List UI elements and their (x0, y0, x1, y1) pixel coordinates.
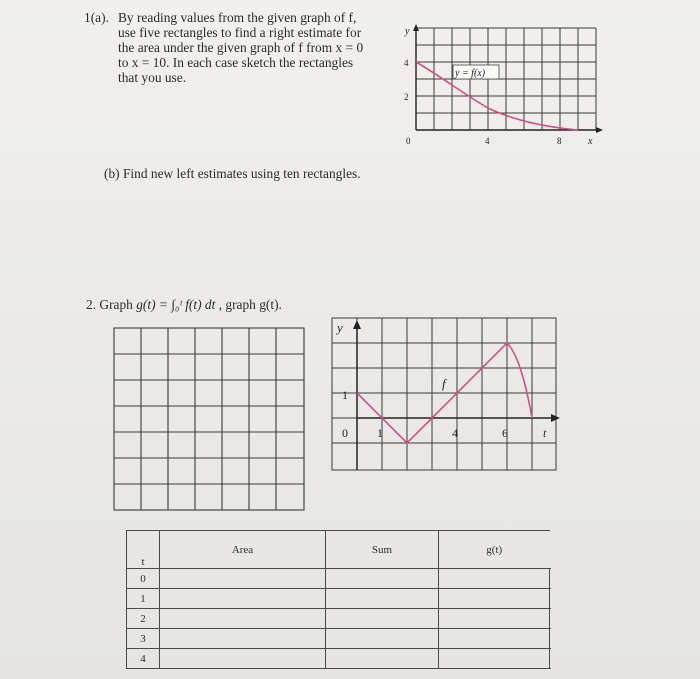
table-cell-gt[interactable] (439, 649, 550, 669)
question-2 (86, 297, 282, 313)
graph-f-t (330, 314, 562, 474)
table-header-sum: Sum (326, 531, 439, 569)
question-1b: (b) Find new left estimates using ten rectangles. (104, 166, 361, 181)
question-1a-line: to x = 10. In each case sketch the rectangles (118, 55, 354, 70)
table-cell-t: 4 (127, 649, 160, 669)
table-cell-area[interactable] (160, 589, 326, 609)
table-cell-t: 3 (127, 629, 160, 649)
graph-f-t-t-tick: 1 (377, 426, 383, 440)
graph-f-t-t-tick: 0 (342, 426, 348, 440)
graph-f-x-arrow (596, 127, 603, 133)
graph-f-y-tick: 2 (404, 92, 409, 102)
question-2-prefix: Graph (99, 297, 137, 312)
question-1a-line: that you use. (118, 70, 187, 85)
table-header-area: Area (160, 531, 326, 569)
table-cell-sum[interactable] (326, 569, 439, 589)
table-row (127, 649, 550, 669)
graph-f-t-t-tick: 6 (502, 426, 508, 440)
graph-f-t-y-tick: 1 (342, 388, 348, 402)
table-cell-sum[interactable] (326, 649, 439, 669)
graph-f-t-y-label: y (337, 320, 343, 335)
table-header-gt: g(t) (439, 531, 550, 569)
table-row (127, 589, 550, 609)
table-cell-area[interactable] (160, 609, 326, 629)
graph-f-t-t-label: t (543, 426, 547, 440)
table-cell-area[interactable] (160, 569, 326, 589)
graph-f-x-tick: 4 (485, 136, 490, 146)
table-row (127, 629, 550, 649)
graph-f-t-curve-label: f (442, 376, 446, 391)
graph-f-x-tick: 8 (557, 136, 562, 146)
question-1a-line: use five rectangles to find a right estimate for (118, 25, 362, 40)
question-2-suffix: , graph g(t). (218, 297, 282, 312)
graph-f-y-label: y (405, 26, 410, 37)
blank-answer-grid[interactable] (113, 327, 309, 515)
table-row (127, 609, 550, 629)
table-cell-sum[interactable] (326, 629, 439, 649)
graph-f-t-t-tick: 4 (452, 426, 458, 440)
graph-f-x-label: x (588, 136, 593, 147)
question-2-number: 2. (86, 297, 97, 312)
question-1a-number: 1(a). (84, 10, 109, 25)
question-1a-line: By reading values from the given graph of f, (118, 10, 357, 25)
graph-f-t-y-arrow (353, 320, 361, 329)
values-table (126, 530, 550, 669)
graph-f-curve-label: y = f(x) (455, 68, 486, 79)
table-cell-t: 2 (127, 609, 160, 629)
graph-f-x-tick: 0 (406, 136, 411, 146)
table-cell-area[interactable] (160, 649, 326, 669)
question-1a-line: the area under the given graph of f from x = 0 (118, 40, 364, 55)
table-cell-t: 0 (127, 569, 160, 589)
table-cell-gt[interactable] (439, 589, 550, 609)
table-row (127, 569, 550, 589)
question-2-formula: g(t) = ∫₀ᵗ f(t) dt (136, 297, 216, 312)
graph-f-y-tick: 4 (404, 58, 409, 68)
table-cell-sum[interactable] (326, 609, 439, 629)
graph-f-x (395, 20, 605, 150)
table-cell-gt[interactable] (439, 629, 550, 649)
table-cell-t: 1 (127, 589, 160, 609)
table-cell-gt[interactable] (439, 609, 550, 629)
table-cell-gt[interactable] (439, 569, 550, 589)
table-cell-sum[interactable] (326, 589, 439, 609)
table-cell-area[interactable] (160, 629, 326, 649)
table-header-t: t (127, 531, 160, 569)
